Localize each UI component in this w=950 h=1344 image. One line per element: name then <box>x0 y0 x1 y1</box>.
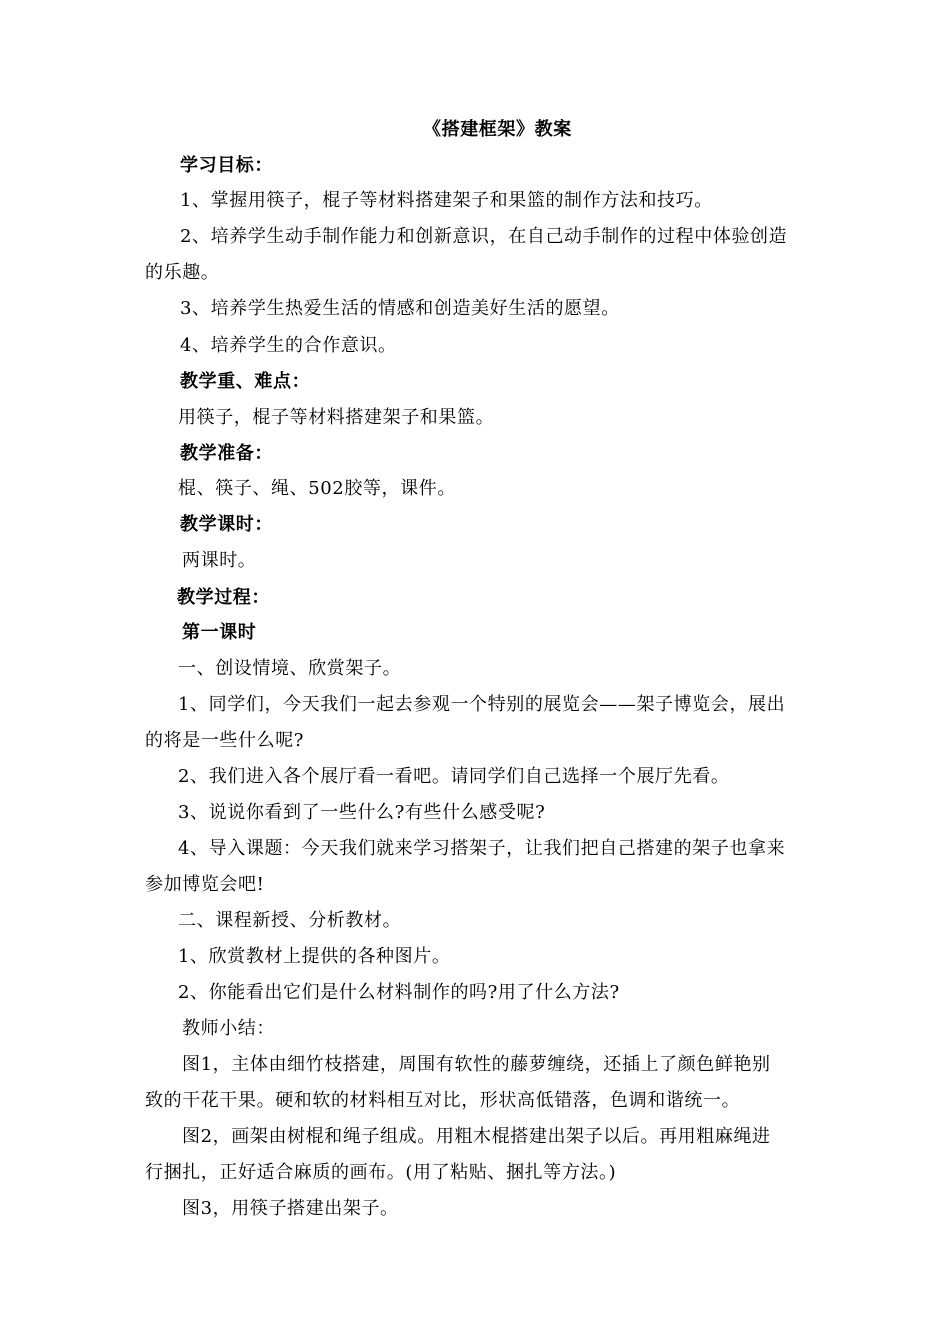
key-points-text: 用筷子，棍子等材料搭建架子和果篮。 <box>178 407 495 428</box>
figure-3: 图3，用筷子搭建出架子。 <box>182 1198 399 1219</box>
preparation-text: 棍、筷子、绳、502胶等，课件。 <box>178 478 456 499</box>
section-1-item-4-line-2: 参加博览会吧! <box>145 874 265 895</box>
preparation-heading: 教学准备： <box>180 443 273 464</box>
objective-2-line-1: 2、培养学生动手制作能力和创新意识，在自己动手制作的过程中体验创造 <box>180 226 788 247</box>
objectives-heading: 学习目标： <box>180 155 273 176</box>
section-1-item-2: 2、我们进入各个展厅看一看吧。请同学们自己选择一个展厅先看。 <box>178 766 730 787</box>
section-1-item-1-line-1: 1、同学们，今天我们一起去参观一个特别的展览会——架子博览会，展出 <box>178 694 786 715</box>
lesson-one-heading: 第一课时 <box>182 622 257 643</box>
section-1-heading: 一、创设情境、欣赏架子。 <box>178 658 402 679</box>
section-1-item-4-line-1: 4、导入课题：今天我们就来学习搭架子，让我们把自己搭建的架子也拿来 <box>178 838 786 859</box>
key-points-heading: 教学重、难点： <box>180 371 311 392</box>
section-2-item-1: 1、欣赏教材上提供的各种图片。 <box>178 946 451 967</box>
section-1-item-3: 3、说说你看到了一些什么?有些什么感受呢? <box>178 802 546 823</box>
figure-2-line-2: 行捆扎，正好适合麻质的画布。(用了粘贴、捆扎等方法。) <box>145 1162 617 1183</box>
figure-2-line-1: 图2，画架由树棍和绳子组成。用粗木棍搭建出架子以后。再用粗麻绳进 <box>182 1126 771 1147</box>
section-2-heading: 二、课程新授、分析教材。 <box>178 910 402 931</box>
teacher-summary-heading: 教师小结： <box>182 1018 275 1039</box>
document-title: 《搭建框架》教案 <box>423 119 572 140</box>
section-1-item-1-line-2: 的将是一些什么呢? <box>145 730 305 751</box>
figure-1-line-2: 致的干花干果。硬和软的材料相互对比，形状高低错落，色调和谐统一。 <box>145 1090 741 1111</box>
hours-heading: 教学课时： <box>180 514 273 535</box>
objective-4: 4、培养学生的合作意识。 <box>180 335 397 356</box>
figure-1-line-1: 图1，主体由细竹枝搭建，周围有软性的藤萝缠绕，还插上了颜色鲜艳别 <box>182 1054 771 1075</box>
objective-3: 3、培养学生热爱生活的情感和创造美好生活的愿望。 <box>180 298 620 319</box>
objective-2-line-2: 的乐趣。 <box>145 262 220 283</box>
objective-1: 1、掌握用筷子，棍子等材料搭建架子和果篮的制作方法和技巧。 <box>180 190 713 211</box>
hours-text: 两课时。 <box>182 550 257 571</box>
process-heading: 教学过程： <box>177 587 270 608</box>
section-2-item-2: 2、你能看出它们是什么材料制作的吗?用了什么方法? <box>178 982 620 1003</box>
